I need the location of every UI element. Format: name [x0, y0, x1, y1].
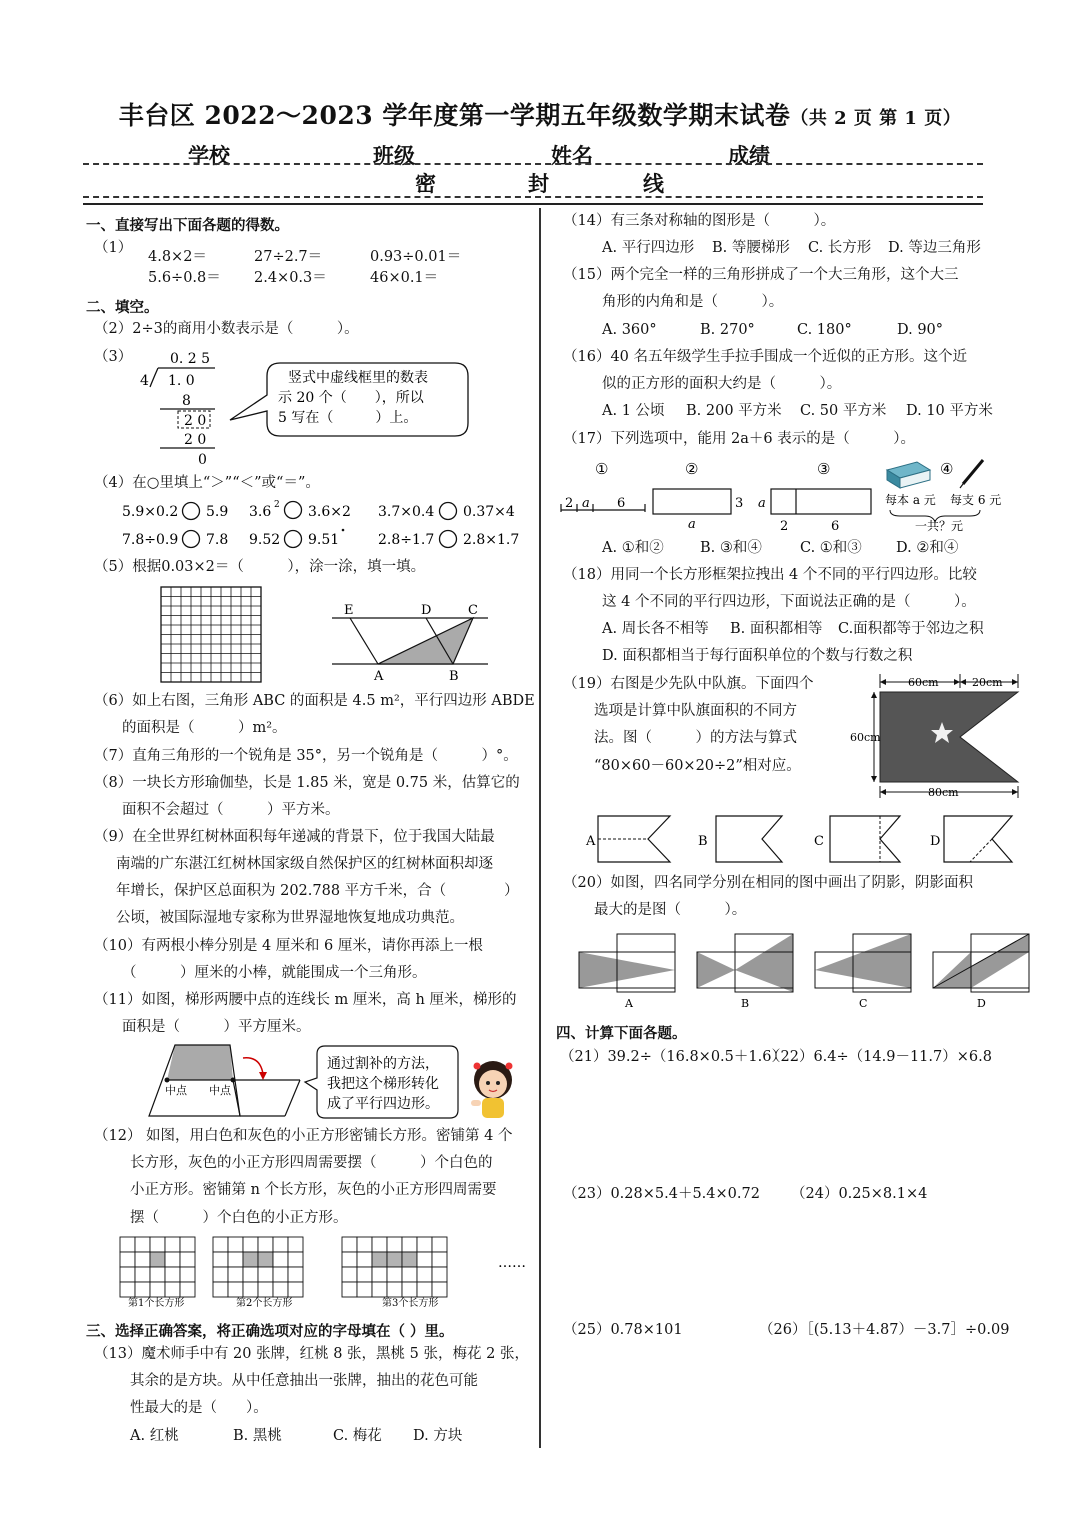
- white-tile: [213, 1267, 228, 1282]
- compare-item: 9.51: [308, 532, 340, 548]
- section-1-title: 一、直接写出下面各题的得数。: [86, 217, 289, 234]
- white-tile: [432, 1282, 447, 1297]
- white-tile: [180, 1237, 195, 1252]
- q1-number: （1）: [94, 240, 133, 256]
- q16-text: 似的正方形的面积大约是（ ）。: [602, 376, 842, 392]
- compare-item: 0.37×4: [463, 504, 515, 520]
- white-tile: [387, 1267, 402, 1282]
- rect-label: 3: [735, 496, 744, 511]
- white-tile: [402, 1282, 417, 1297]
- q9-text: 年增长，保护区总面积为 202.788 平方千米，合（ ）: [116, 883, 519, 899]
- bubble-text: 成了平行四边形。: [327, 1096, 439, 1112]
- q20-figure: [575, 930, 1035, 1012]
- q9-text: 南端的广东湛江红树林国家级自然保护区的红树林面积却逐: [116, 856, 493, 872]
- q16-option: C. 50 平方米: [800, 403, 887, 419]
- midpoint-label: 中点: [165, 1084, 187, 1097]
- rect-label: 2: [780, 519, 789, 534]
- q14-option: D. 等边三角形: [888, 240, 981, 256]
- seal-char-1: 密: [415, 171, 436, 196]
- q4-text: （4）在○里填上“＞”“＜”或“＝”。: [94, 475, 320, 491]
- tiling-caption: 第3个长方形: [382, 1298, 439, 1309]
- compare-circle[interactable]: [183, 503, 200, 520]
- q9-text: 公顷，被国际湿地专家称为世界湿地恢复地成功典范。: [116, 910, 464, 926]
- q12-text: 摆（ ）个白色的小正方形。: [130, 1210, 348, 1226]
- q19-text: “80×60－60×20÷2”相对应。: [594, 758, 801, 774]
- book-icon: [887, 462, 930, 488]
- compare-item: 3.7×0.4: [378, 504, 435, 520]
- seal-char-2: 封: [528, 171, 549, 196]
- q19-text: 选项是计算中队旗面积的不同方: [594, 703, 797, 719]
- bubble-text: 通过割补的方法，: [327, 1056, 439, 1072]
- field-name: 姓名: [551, 143, 593, 168]
- compare-item: 3.6×2: [308, 504, 351, 520]
- q15-text: （15）两个完全一样的三角形拼成了一个大三角形，这个大三: [563, 267, 959, 283]
- q20-figure-a: [579, 934, 675, 992]
- white-tile: [243, 1267, 258, 1282]
- q19-options-figure: [582, 812, 1022, 868]
- q16-option: B. 200 平方米: [686, 403, 782, 419]
- q3-long-division: [130, 345, 480, 470]
- division-dividend: 1. 0: [168, 373, 195, 389]
- white-tile: [258, 1267, 273, 1282]
- q14-option: A. 平行四边形: [602, 240, 695, 256]
- rect-label: a: [758, 496, 766, 511]
- q13-option: B. 黑桃: [233, 1428, 282, 1444]
- white-tile: [432, 1267, 447, 1282]
- q21-text: （21）39.2÷（16.8×0.5＋1.6）: [560, 1049, 786, 1065]
- q19-text: 法。图（ ）的方法与算式: [594, 730, 797, 746]
- q20-figure-d: [933, 934, 1029, 992]
- option-label[interactable]: B: [698, 834, 708, 849]
- q4-compare: [118, 496, 538, 556]
- option-label[interactable]: B: [741, 997, 750, 1010]
- white-tile: [342, 1252, 357, 1267]
- book-price-label: 每本 a 元: [885, 493, 936, 507]
- dim-label: 60cm: [908, 676, 939, 689]
- q13-text: （13）魔术师手中有 20 张牌，红桃 8 张，黑桃 5 张，梅花 2 张，: [94, 1346, 529, 1362]
- white-tile: [372, 1237, 387, 1252]
- white-tile: [357, 1237, 372, 1252]
- q13-text: 性最大的是（ ）。: [130, 1400, 268, 1416]
- compare-item: 5.9×0.2: [122, 504, 179, 520]
- title-main: 丰台区 2022～2023 学年度第一学期五年级数学期末试卷: [118, 101, 791, 130]
- white-tile: [243, 1237, 258, 1252]
- white-tile: [165, 1282, 180, 1297]
- q16-option: A. 1 公顷: [602, 403, 665, 419]
- arrow-icon: [243, 1058, 263, 1074]
- q20-figure-b: [697, 934, 793, 992]
- division-step: 0: [198, 452, 207, 468]
- q14-text: （14）有三条对称轴的图形是（ ）。: [563, 213, 836, 229]
- rect-label: a: [688, 517, 696, 532]
- white-tile: [417, 1237, 432, 1252]
- q13-option: A. 红桃: [130, 1428, 179, 1444]
- tiling-caption: 第2个长方形: [236, 1298, 293, 1309]
- q19-flag-figure: [848, 672, 1028, 802]
- white-tile: [417, 1252, 432, 1267]
- white-tile: [135, 1252, 150, 1267]
- compare-item: 9.52: [249, 532, 281, 548]
- white-tile: [273, 1282, 288, 1297]
- option-marker: ④: [940, 460, 954, 478]
- division-step: 2 0: [184, 413, 207, 429]
- compare-item: 7.8÷0.9: [122, 532, 179, 548]
- q13-text: 其余的是方块。从中任意抽出一张牌，抽出的花色可能: [130, 1373, 478, 1389]
- q6-text: （6）如上右图，三角形 ABC 的面积是 4.5 m²，平行四边形 ABDE: [94, 693, 535, 709]
- white-tile: [213, 1252, 228, 1267]
- q14-option: B. 等腰梯形: [712, 240, 790, 256]
- q1-item: 0.93÷0.01＝: [370, 249, 462, 265]
- white-tile: [180, 1252, 195, 1267]
- segment-label: a: [582, 496, 590, 511]
- q22-text: （22）6.4÷（14.9－11.7）×6.8: [766, 1049, 992, 1065]
- tiling-1: [120, 1237, 195, 1297]
- point-label: D: [421, 603, 432, 618]
- q1-item: 4.8×2＝: [148, 249, 207, 265]
- compare-circle[interactable]: [440, 503, 457, 520]
- option-label[interactable]: D: [930, 834, 941, 849]
- q2-text: （2）2÷3的商用小数表示是（ ）。: [94, 321, 359, 337]
- q1-item: 2.4×0.3＝: [254, 270, 327, 286]
- white-tile: [135, 1282, 150, 1297]
- white-tile: [135, 1237, 150, 1252]
- white-tile: [243, 1282, 258, 1297]
- divider-dashed: [83, 163, 983, 165]
- white-tile: [135, 1267, 150, 1282]
- white-tile: [432, 1252, 447, 1267]
- bubble-text: 示 20 个（ ），所以: [278, 390, 424, 406]
- white-tile: [372, 1282, 387, 1297]
- pen-icon: [960, 460, 983, 488]
- white-tile: [342, 1282, 357, 1297]
- q5-hundred-grid[interactable]: [160, 586, 266, 686]
- bubble-text: 我把这个梯形转化: [327, 1076, 439, 1092]
- q20-text: （20）如图，四名同学分别在相同的图中画出了阴影，阴影面积: [563, 875, 973, 891]
- q9-text: （9）在全世界红树林面积每年递减的背景下，位于我国大陆最: [94, 829, 495, 845]
- q16-option: D. 10 平方米: [906, 403, 993, 419]
- division-divisor: 4: [140, 373, 149, 389]
- q15-option: A. 360°: [602, 322, 657, 338]
- white-tile: [228, 1267, 243, 1282]
- seal-char-3: 线: [643, 171, 664, 196]
- q17-option: C. ①和③: [800, 540, 862, 556]
- grey-tile: [150, 1252, 165, 1267]
- q17-figure: [555, 452, 1035, 534]
- segment-label: 6: [617, 496, 626, 511]
- q25-text: （25）0.78×101: [563, 1322, 683, 1338]
- white-tile: [357, 1282, 372, 1297]
- q10-text: （10）有两根小棒分别是 4 厘米和 6 厘米，请你再添上一根: [94, 938, 483, 954]
- white-tile: [258, 1282, 273, 1297]
- white-tile: [165, 1252, 180, 1267]
- section-4-title: 四、计算下面各题。: [556, 1025, 687, 1042]
- white-tile: [387, 1237, 402, 1252]
- tiling-3: [342, 1237, 447, 1297]
- option-label[interactable]: D: [977, 997, 986, 1010]
- q15-text: 角形的内角和是（ ）。: [602, 294, 784, 310]
- tiling-caption: 第1个长方形: [128, 1298, 185, 1309]
- white-tile: [417, 1282, 432, 1297]
- white-tile: [150, 1267, 165, 1282]
- section-3-title: 三、选择正确答案，将正确选项对应的字母填在（ ）里。: [86, 1323, 454, 1340]
- q11-text: 面积是（ ）平方厘米。: [122, 1019, 311, 1035]
- white-tile: [288, 1282, 303, 1297]
- divider-dashed: [83, 196, 983, 198]
- dim-label: 60cm: [850, 731, 881, 744]
- white-tile: [120, 1282, 135, 1297]
- q18-option: D. 面积都相当于每行面积单位的个数与行数之积: [602, 648, 913, 664]
- total-label: 一共？元: [915, 519, 964, 533]
- q14-option: C. 长方形: [808, 240, 872, 256]
- q7-text: （7）直角三角形的一个锐角是 35°，另一个锐角是（ ）°。: [94, 748, 518, 764]
- q16-text: （16）40 名五年级学生手拉手围成一个近似的正方形。这个近: [563, 349, 968, 365]
- bubble-text: 竖式中虚线框里的数表: [288, 370, 428, 386]
- column-divider: [539, 208, 541, 1448]
- q10-text: （ ）厘米的小棒，就能围成一个三角形。: [122, 965, 427, 981]
- white-tile: [180, 1282, 195, 1297]
- compare-item: 2.8÷1.7: [378, 532, 435, 548]
- flag-shape: [880, 692, 1018, 782]
- white-tile: [288, 1252, 303, 1267]
- compare-exponent: 2: [274, 500, 280, 510]
- midpoint-label: 中点: [209, 1084, 231, 1097]
- q17-option: D. ②和④: [896, 540, 959, 556]
- q12-text: 小正方形。密铺第 n 个长方形，灰色的小正方形四周需要: [130, 1182, 497, 1198]
- compare-circle[interactable]: [440, 531, 457, 548]
- q18-option: B. 面积都相等: [730, 621, 823, 637]
- white-tile: [258, 1237, 273, 1252]
- q1-item: 5.6÷0.8＝: [148, 270, 221, 286]
- q13-option: D. 方块: [413, 1428, 463, 1444]
- q23-text: （23）0.28×5.4＋5.4×0.72: [563, 1186, 760, 1202]
- white-tile: [165, 1237, 180, 1252]
- compare-item: 2.8×1.7: [463, 532, 520, 548]
- compare-item: 5.9: [206, 504, 229, 520]
- white-tile: [213, 1237, 228, 1252]
- white-tile: [180, 1267, 195, 1282]
- white-tile: [273, 1267, 288, 1282]
- division-step: 2 0: [184, 432, 207, 448]
- q5-text: （5）根据0.03×2＝（ ），涂一涂，填一填。: [94, 559, 426, 575]
- grey-tile: [402, 1252, 417, 1267]
- white-tile: [120, 1252, 135, 1267]
- white-tile: [372, 1267, 387, 1282]
- tiling-2: [213, 1237, 303, 1297]
- title-sub: （共 2 页 第 1 页）: [790, 108, 962, 129]
- q8-text: （8）一块长方形瑜伽垫，长是 1.85 米，宽是 0.75 米，估算它的: [94, 775, 520, 791]
- q12-text: （12） 如图，用白色和灰色的小正方形密铺长方形。密铺第 4 个: [94, 1128, 513, 1144]
- q17-option: B. ③和④: [700, 540, 762, 556]
- white-tile: [228, 1237, 243, 1252]
- option-label[interactable]: C: [859, 997, 868, 1010]
- q19-text: （19）右图是少先队中队旗。下面四个: [563, 676, 814, 692]
- compare-circle[interactable]: [285, 502, 302, 519]
- white-tile: [228, 1252, 243, 1267]
- q3-number: （3）: [94, 349, 133, 365]
- white-tile: [357, 1252, 372, 1267]
- q20-text: 最大的是图（ ）。: [594, 902, 747, 918]
- point-label: A: [374, 669, 384, 684]
- white-tile: [342, 1267, 357, 1282]
- section-2-title: 二、填空。: [86, 299, 159, 316]
- page-title: [0, 96, 1080, 132]
- triangle-abc: [378, 618, 473, 664]
- q13-option: C. 梅花: [333, 1428, 382, 1444]
- option-label[interactable]: A: [625, 997, 633, 1010]
- dim-label: 80cm: [928, 786, 959, 799]
- white-tile: [120, 1237, 135, 1252]
- grey-tile: [258, 1252, 273, 1267]
- option-label[interactable]: C: [814, 834, 824, 849]
- point-label: C: [468, 603, 478, 618]
- white-tile: [150, 1237, 165, 1252]
- q11-text: （11）如图，梯形两腰中点的连线长 m 厘米，高 h 厘米，梯形的: [94, 992, 517, 1008]
- compare-item: 3.6: [249, 504, 272, 520]
- division-quotient: 0. 2 5: [170, 351, 211, 367]
- grey-tile: [387, 1252, 402, 1267]
- white-tile: [288, 1267, 303, 1282]
- white-tile: [357, 1267, 372, 1282]
- divider-solid: [83, 203, 983, 205]
- q1-item: 46×0.1＝: [370, 270, 439, 286]
- segment-label: 2: [565, 496, 574, 511]
- compare-item: 7.8: [206, 532, 229, 548]
- q1-item: 27÷2.7＝: [254, 249, 323, 265]
- q26-text: （26）［(5.13＋4.87）－3.7］÷0.09: [759, 1322, 1010, 1338]
- q6-text: 的面积是（ ）m²。: [122, 720, 287, 736]
- white-tile: [273, 1237, 288, 1252]
- white-tile: [150, 1282, 165, 1297]
- q8-text: 面积不会超过（ ）平方米。: [122, 802, 340, 818]
- field-class: 班级: [373, 143, 415, 168]
- q18-text: 这 4 个不同的平行四边形，下面说法正确的是（ ）。: [602, 594, 976, 610]
- pen-price-label: 每支 6 元: [950, 493, 1002, 507]
- point-label: B: [449, 669, 459, 684]
- bubble-text: 5 写在（ ）上。: [278, 410, 418, 426]
- q24-text: （24）0.25×8.1×4: [791, 1186, 928, 1202]
- q15-option: C. 180°: [797, 322, 852, 338]
- field-score: 成绩: [728, 143, 770, 168]
- dim-label: 20cm: [972, 676, 1003, 689]
- grey-tile: [243, 1252, 258, 1267]
- field-school: 学校: [188, 143, 230, 168]
- q11-trapezoid-figure: [145, 1042, 530, 1122]
- white-tile: [387, 1282, 402, 1297]
- q12-text: 长方形，灰色的小正方形四周需要摆（ ）个白色的: [130, 1155, 493, 1171]
- q15-option: B. 270°: [700, 322, 755, 338]
- white-tile: [120, 1267, 135, 1282]
- white-tile: [417, 1267, 432, 1282]
- division-step: 8: [182, 393, 191, 409]
- q18-text: （18）用同一个长方形框架拉拽出 4 个不同的平行四边形。比较: [563, 567, 977, 583]
- q12-tiling-figure: [118, 1235, 533, 1310]
- option-marker: ①: [595, 460, 609, 478]
- point-label: E: [344, 603, 354, 618]
- grey-tile: [372, 1252, 387, 1267]
- white-tile: [273, 1252, 288, 1267]
- option-marker: ③: [817, 460, 831, 478]
- white-tile: [402, 1237, 417, 1252]
- white-tile: [402, 1267, 417, 1282]
- q17-option: A. ①和②: [602, 540, 664, 556]
- compare-circle[interactable]: [285, 531, 302, 548]
- white-tile: [342, 1237, 357, 1252]
- white-tile: [228, 1282, 243, 1297]
- q5-parallelogram-figure: [328, 600, 498, 685]
- option-marker: ②: [685, 460, 699, 478]
- white-tile: [165, 1267, 180, 1282]
- q15-option: D. 90°: [897, 322, 944, 338]
- compare-circle[interactable]: [183, 531, 200, 548]
- girl-icon: [471, 1061, 513, 1118]
- rect-label: 6: [831, 519, 840, 534]
- q18-option: A. 周长各不相等: [602, 621, 709, 637]
- q17-text: （17）下列选项中，能用 2a＋6 表示的是（ ）。: [563, 431, 916, 447]
- q18-option: C.面积都等于邻边之积: [838, 621, 984, 637]
- q20-figure-c: [815, 934, 911, 992]
- tiling-ellipsis: ……: [498, 1255, 526, 1271]
- option-label[interactable]: A: [586, 834, 596, 849]
- white-tile: [213, 1282, 228, 1297]
- white-tile: [288, 1237, 303, 1252]
- white-tile: [432, 1237, 447, 1252]
